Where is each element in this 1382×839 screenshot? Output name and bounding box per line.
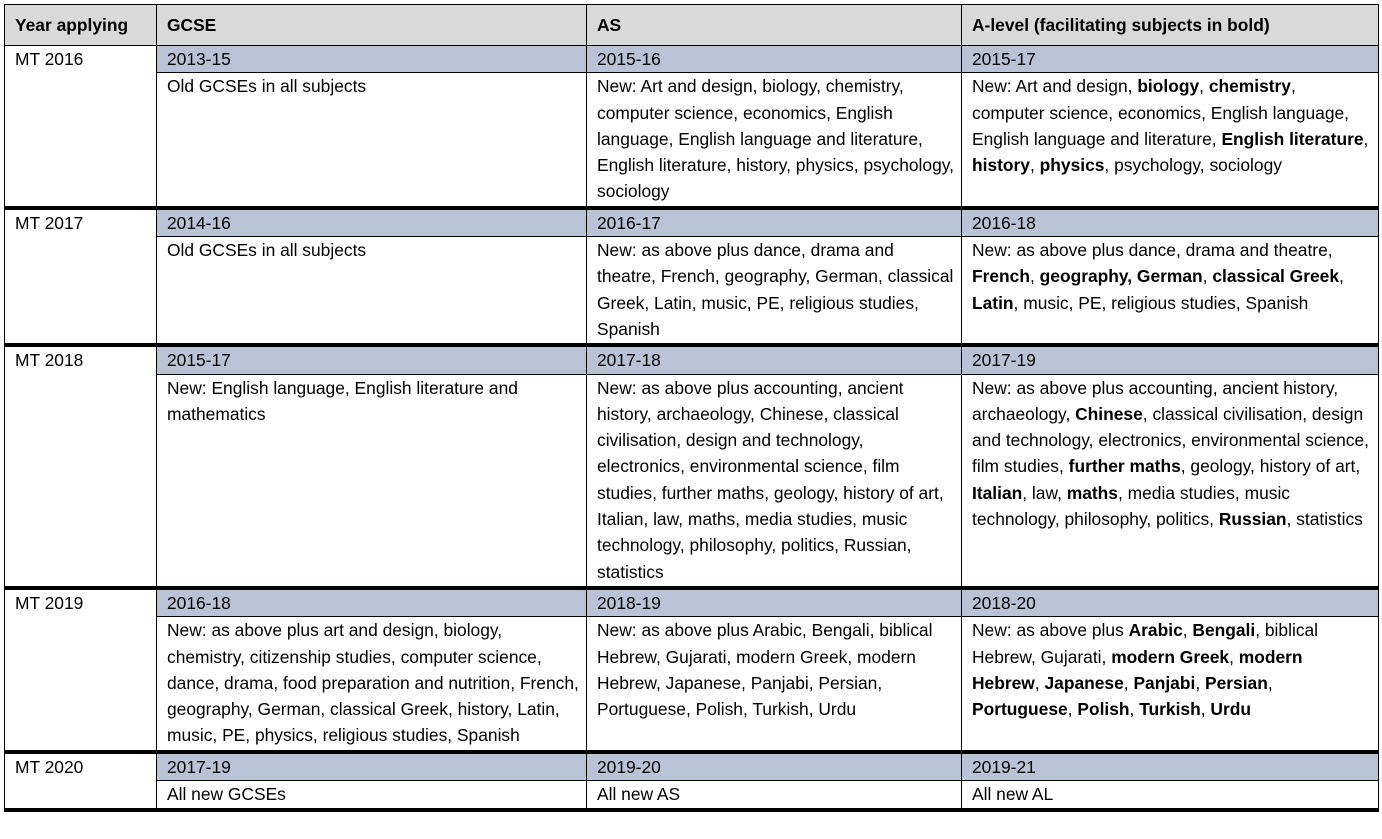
- a-level-subjects-cell: [962, 781, 1379, 811]
- facilitating-subject: modern Hebrew: [972, 646, 1303, 693]
- year-applying-cell: MT 2019: [5, 588, 157, 752]
- subject-text: New: Art and design,: [972, 76, 1138, 97]
- subject-text: , biblical Hebrew, Gujarati,: [972, 620, 1319, 667]
- a-level-period-cell: 2016-18: [962, 208, 1379, 237]
- year-row-mt-2019: [5, 588, 1379, 617]
- gcse-period-cell: 2013-15: [157, 46, 587, 73]
- year-applying-cell: MT 2020: [5, 752, 157, 811]
- subjects-row: [5, 237, 1379, 346]
- gcse-period-cell: 2015-17: [157, 345, 587, 374]
- facilitating-subject: Panjabi: [1133, 672, 1196, 693]
- facilitating-subject: Arabic: [1128, 620, 1183, 641]
- a-level-subjects-cell: [962, 617, 1379, 752]
- header-year-applying: Year applying: [5, 5, 157, 46]
- subject-text: All new AL: [972, 784, 1054, 805]
- facilitating-subject: Chinese: [1075, 403, 1143, 424]
- as-subjects-cell: New: as above plus dance, drama and theatre, French, geography, German, classical Greek, Latin, music, PE, religious studies, Spanish: [587, 237, 962, 346]
- as-period-cell: 2018-19: [587, 588, 962, 617]
- as-period-cell: 2016-17: [587, 208, 962, 237]
- gcse-period-cell: 2014-16: [157, 208, 587, 237]
- gcse-subjects-cell: Old GCSEs in all subjects: [157, 237, 587, 346]
- gcse-subjects-cell: New: as above plus art and design, biology, chemistry, citizenship studies, computer science, dance, drama, food preparation and nutrition, French, geography, German, classical Greek, history, Latin, music, PE, physics, religious studies, Spanish: [157, 617, 587, 752]
- gcse-subjects-cell: New: English language, English literature and mathematics: [157, 374, 587, 588]
- subject-text: New: as above plus: [972, 620, 1129, 641]
- facilitating-subject: Persian: [1204, 672, 1268, 693]
- as-period-cell: 2019-20: [587, 752, 962, 781]
- facilitating-subject: modern Greek: [1111, 646, 1230, 667]
- a-level-subjects-cell: [962, 237, 1379, 346]
- facilitating-subject: chemistry: [1208, 76, 1291, 97]
- facilitating-subject: classical Greek: [1212, 266, 1339, 287]
- header-gcse: GCSE: [157, 5, 587, 46]
- facilitating-subject: Latin: [972, 292, 1014, 313]
- year-applying-cell: MT 2016: [5, 46, 157, 208]
- subject-text: , statistics: [1286, 509, 1363, 530]
- year-row-mt-2016: [5, 46, 1379, 73]
- subject-text: ,: [1034, 672, 1045, 693]
- subject-text: , classical civilisation, design and technology, electronics, environmental science, film studies,: [972, 403, 1369, 477]
- facilitating-subject: further maths: [1068, 456, 1181, 477]
- subject-text: , music, PE, religious studies, Spanish: [1013, 292, 1309, 313]
- subject-text: New: as above plus accounting, ancient history, archaeology,: [972, 377, 1339, 424]
- subject-text: ,: [1029, 155, 1040, 176]
- facilitating-subject: English literature: [1221, 128, 1364, 149]
- subject-text: ,: [1200, 699, 1211, 720]
- as-period-cell: 2015-16: [587, 46, 962, 73]
- qualification-reform-table: [4, 4, 1379, 812]
- facilitating-subject: maths: [1066, 482, 1118, 503]
- facilitating-subject: Italian: [972, 482, 1023, 503]
- subject-text: , geology, history of art,: [1180, 456, 1361, 477]
- subject-text: ,: [1029, 266, 1040, 287]
- header-a-level: A-level (facilitating subjects in bold): [962, 5, 1379, 46]
- year-row-mt-2018: [5, 345, 1379, 374]
- subject-text: New: as above plus dance, drama and theatre,: [972, 240, 1333, 261]
- header-as: AS: [587, 5, 962, 46]
- a-level-period-cell: 2018-20: [962, 588, 1379, 617]
- facilitating-subject: Polish: [1077, 699, 1130, 720]
- facilitating-subject: Urdu: [1210, 699, 1251, 720]
- facilitating-subject: Russian: [1218, 509, 1287, 530]
- subject-text: ,: [1229, 646, 1239, 667]
- subject-text: ,: [1202, 266, 1213, 287]
- facilitating-subject: Turkish: [1139, 699, 1201, 720]
- subject-text: , law,: [1022, 482, 1067, 503]
- facilitating-subject: physics: [1039, 155, 1105, 176]
- a-level-period-cell: 2015-17: [962, 46, 1379, 73]
- subject-text: ,: [1199, 76, 1209, 97]
- a-level-subjects-cell: [962, 374, 1379, 588]
- subject-text: ,: [1182, 620, 1193, 641]
- qualification-reform-table-container: [4, 4, 1378, 812]
- subject-text: ,: [1267, 672, 1273, 693]
- facilitating-subject: geography, German: [1039, 266, 1203, 287]
- gcse-period-cell: 2016-18: [157, 588, 587, 617]
- subjects-row: [5, 781, 1379, 811]
- year-row-mt-2017: [5, 208, 1379, 237]
- subjects-row: [5, 73, 1379, 208]
- gcse-period-cell: 2017-19: [157, 752, 587, 781]
- a-level-subjects-cell: [962, 73, 1379, 208]
- facilitating-subject: Bengali: [1192, 620, 1256, 641]
- subject-text: ,: [1067, 699, 1078, 720]
- as-subjects-cell: New: Art and design, biology, chemistry, computer science, economics, English language, English language and literature, English literature, history, physics, psychology, sociology: [587, 73, 962, 208]
- header-row: [5, 5, 1379, 46]
- year-applying-cell: MT 2017: [5, 208, 157, 345]
- subject-text: , media studies, music technology, philosophy, politics,: [972, 482, 1291, 530]
- subject-text: , psychology, sociology: [1104, 155, 1282, 176]
- subject-text: ,: [1363, 128, 1369, 149]
- as-subjects-cell: New: as above plus accounting, ancient history, archaeology, Chinese, classical civilisation, design and technology, electronics, environmental science, film studies, further maths, geology, history of art, Italian, law, maths, media studies, music technology, philosophy, politics, Russian, statistics: [587, 374, 962, 588]
- a-level-period-cell: 2017-19: [962, 345, 1379, 374]
- as-subjects-cell: New: as above plus Arabic, Bengali, biblical Hebrew, Gujarati, modern Greek, modern Hebrew, Japanese, Panjabi, Persian, Portuguese, Polish, Turkish, Urdu: [587, 617, 962, 752]
- subject-text: ,: [1129, 699, 1140, 720]
- facilitating-subject: Portuguese: [972, 699, 1068, 720]
- subject-text: ,: [1123, 672, 1134, 693]
- facilitating-subject: Japanese: [1044, 672, 1124, 693]
- gcse-subjects-cell: All new GCSEs: [157, 781, 587, 811]
- facilitating-subject: history: [972, 155, 1030, 176]
- subject-text: , computer science, economics, English language, English language and literature,: [972, 76, 1350, 149]
- as-subjects-cell: All new AS: [587, 781, 962, 811]
- subjects-row: [5, 617, 1379, 752]
- a-level-period-cell: 2019-21: [962, 752, 1379, 781]
- gcse-subjects-cell: Old GCSEs in all subjects: [157, 73, 587, 208]
- year-applying-cell: MT 2018: [5, 345, 157, 588]
- as-period-cell: 2017-18: [587, 345, 962, 374]
- subject-text: ,: [1195, 672, 1205, 693]
- subject-text: ,: [1339, 266, 1344, 287]
- facilitating-subject: biology: [1137, 76, 1200, 97]
- subjects-row: [5, 374, 1379, 588]
- facilitating-subject: French: [972, 266, 1030, 287]
- year-row-mt-2020: [5, 752, 1379, 781]
